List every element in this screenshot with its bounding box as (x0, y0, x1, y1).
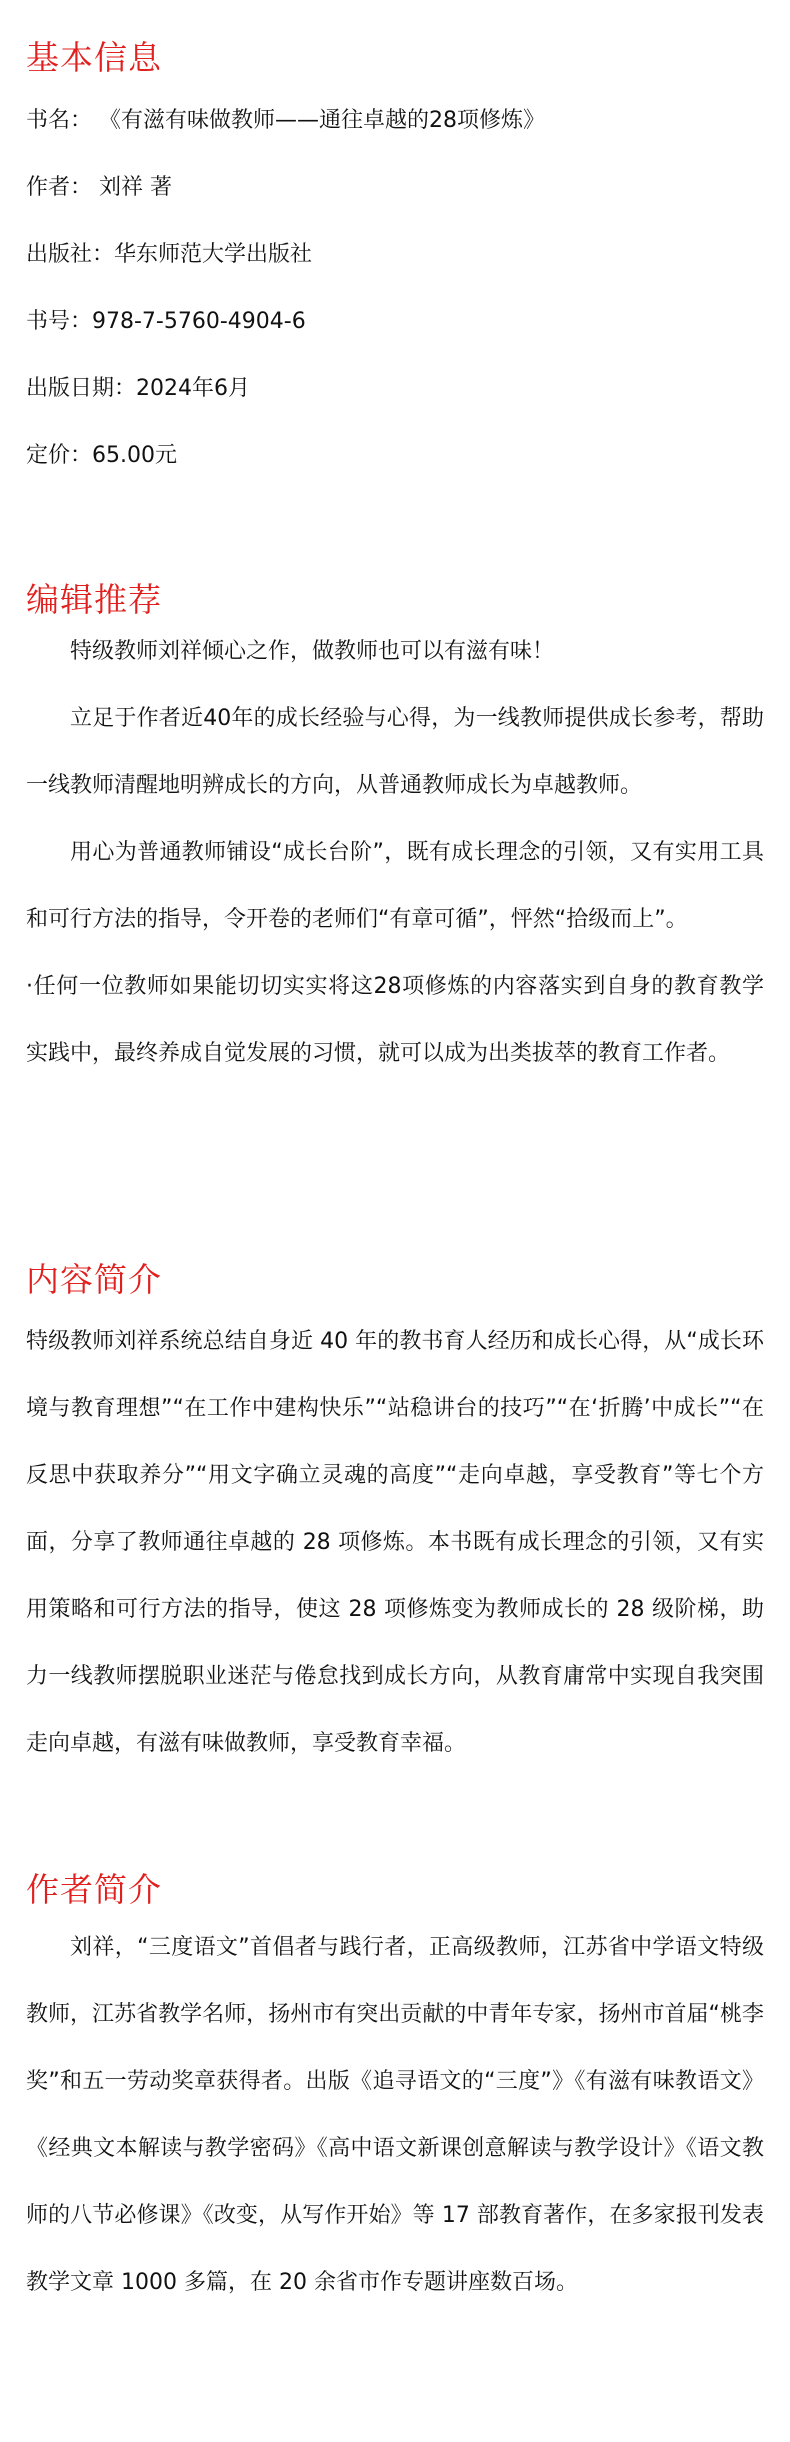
publish-date-line: 出版日期：2024年6月 (26, 376, 250, 401)
content-intro-heading: 内容简介 (26, 1260, 162, 1299)
author-intro-body (26, 1914, 764, 2316)
price-line: 定价：65.00元 (26, 443, 177, 468)
editor-recommend-section (26, 578, 764, 1087)
author-line: 作者： 刘祥 著 (26, 175, 172, 200)
content-intro-paragraph: 特级教师刘祥系统总结自身近 40 年的教书育人经历和成长心得，从“成长环境与教育理想”“在工作中建构快乐”“站稳讲台的技巧”“在‘折腾’中成长”“在反思中获取养分”“用文字确立灵魂的高度”“走向卓越，享受教育”等七个方面，分享了教师通往卓越的 28 项修炼。本书既有成长理念的引领，又有实用策略和可行方法的指导，使这 28 项修炼变为教师成长的 28 级阶梯，助力一线教师摆脱职业迷茫与倦怠找到成长方向，从教育庸常中实现自我突围走向卓越，有滋有味做教师，享受教育幸福。 (26, 1329, 764, 1756)
isbn-line: 书号：978-7-5760-4904-6 (26, 309, 306, 334)
content-intro-body (26, 1308, 764, 1777)
author-intro-section (26, 1868, 764, 2316)
editor-paragraph: 用心为普通教师铺设“成长台阶”，既有成长理念的引领，又有实用工具和可行方法的指导，令开卷的老师们“有章可循”，怦然“拾级而上”。 (26, 840, 764, 932)
editor-paragraph: 特级教师刘祥倾心之作，做教师也可以有滋有味！ (70, 639, 555, 664)
editor-paragraph: ·任何一位教师如果能切切实实将这28项修炼的内容落实到自身的教育教学实践中，最终养成自觉发展的习惯，就可以成为出类拔萃的教育工作者。 (26, 974, 764, 1066)
publisher-line: 出版社：华东师范大学出版社 (26, 242, 313, 267)
basic-info-section (26, 36, 764, 506)
editor-recommend-body (26, 618, 764, 1087)
author-intro-heading: 作者简介 (26, 1870, 162, 1909)
editor-paragraph: 立足于作者近40年的成长经验与心得，为一线教师提供成长参考，帮助一线教师清醒地明辨成长的方向，从普通教师成长为卓越教师。 (26, 706, 764, 798)
content-intro-section (26, 1258, 764, 1777)
editor-recommend-heading: 编辑推荐 (26, 580, 162, 619)
basic-info-heading: 基本信息 (26, 38, 162, 77)
book-title-line: 书名： 《有滋有味做教师——通往卓越的28项修炼》 (26, 108, 545, 133)
author-intro-paragraph: 刘祥，“三度语文”首倡者与践行者，正高级教师，江苏省中学语文特级教师，江苏省教学名师，扬州市有突出贡献的中青年专家，扬州市首届“桃李奖”和五一劳动奖章获得者。出版《追寻语文的“三度”》《有滋有味教语文》《经典文本解读与教学密码》《高中语文新课创意解读与教学设计》《语文教师的八节必修课》《改变，从写作开始》等 17 部教育著作，在多家报刊发表教学文章 1000 多篇，在 20 余省市作专题讲座数百场。 (26, 1935, 764, 2295)
